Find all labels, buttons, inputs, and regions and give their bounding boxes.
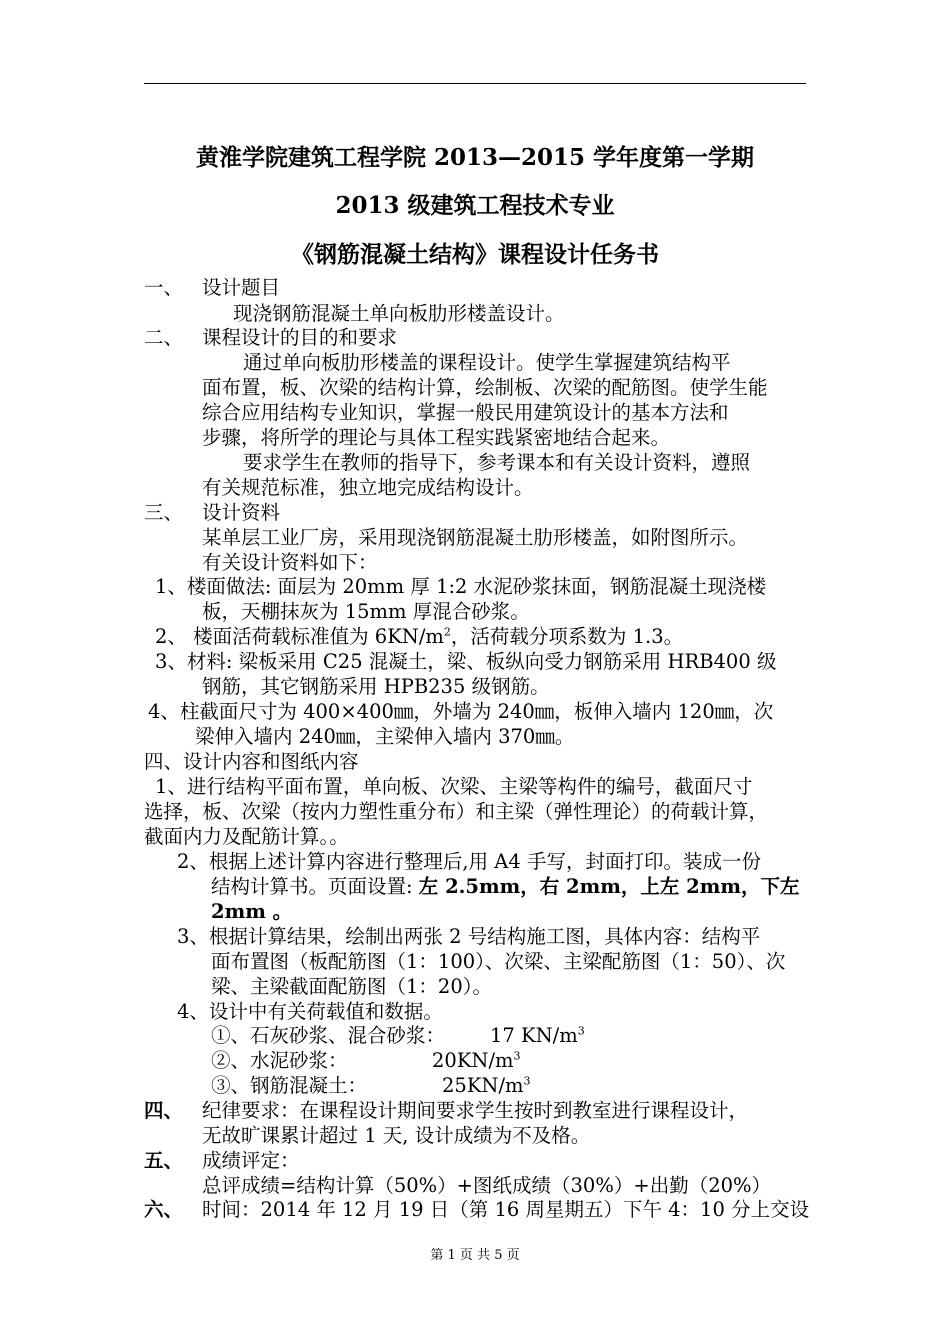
list-item: 2mm 。	[211, 900, 293, 923]
list-item: 3、根据计算结果，绘制出两张 2 号结构施工图，具体内容：结构平	[177, 925, 761, 948]
section-body: 现浇钢筋混凝土单向板肋形楼盖设计。	[233, 302, 565, 325]
load-value: $20KN/m^3$	[432, 1049, 521, 1072]
paragraph-line: 纪律要求：在课程设计期间要求学生按时到教室进行课程设计，	[202, 1099, 749, 1122]
paragraph-line: 某单层工业厂房，采用现浇钢筋混凝土肋形楼盖，如附图所示。	[202, 526, 749, 549]
load-name: ②、水泥砂浆：	[211, 1049, 348, 1072]
section-number: 三、	[144, 501, 184, 524]
paragraph-line: 有关规范标准，独立地完成结构设计。	[202, 476, 534, 499]
list-item: 1、楼面做法: 面层为 20mm 厚 1:2 水泥砂浆抹面，钢筋混凝土现浇楼	[155, 575, 767, 598]
list-item: 钢筋，其它钢筋采用 HPB235 级钢筋。	[202, 675, 550, 698]
list-item: 4、柱截面尺寸为 400×400㎜，外墙为 240㎜，板伸入墙内 120㎜，次	[148, 700, 774, 723]
section-number: 四、	[144, 1099, 184, 1122]
list-item: 截面内力及配筋计算。。	[144, 825, 349, 848]
list-item: 2、 楼面活荷载标准值为 $6KN/m^2$，活荷载分项系数为 1.3。	[155, 625, 684, 648]
paragraph-line: 无故旷课累计超过 1 天, 设计成绩为不及格。	[202, 1124, 591, 1147]
header-rule	[144, 83, 806, 84]
load-value: 17 $KN/m^3$	[490, 1024, 585, 1047]
load-name: ③、钢筋混凝土：	[211, 1074, 368, 1097]
paragraph-line: 要求学生在教师的指导下，参考课本和有关设计资料，遵照	[243, 451, 751, 474]
section-number: 一、	[144, 276, 184, 299]
doc-title-line1: 黄淮学院建筑工程学院 2013—2015 学年度第一学期	[195, 144, 755, 171]
section-number: 六、	[144, 1198, 184, 1221]
list-item: 选择，板、次梁（按内力塑性重分布）和主梁（弹性理论）的荷载计算，	[144, 800, 769, 823]
section-heading: 成绩评定：	[202, 1149, 300, 1172]
paragraph-line: 面布置，板、次梁的结构计算，绘制板、次梁的配筋图。使学生能	[202, 376, 768, 399]
list-item: 2、根据上述计算内容进行整理后,用 A4 手写，封面打印。装成一份	[177, 850, 761, 873]
list-item: 1、进行结构平面布置，单向板、次梁、主梁等构件的编号，截面尺寸	[155, 775, 753, 798]
paragraph-line: 通过单向板肋形楼盖的课程设计。使学生掌握建筑结构平	[243, 351, 731, 374]
list-item: 梁伸入墙内 240㎜，主梁伸入墙内 370㎜。	[195, 725, 575, 748]
load-value: $25KN/m^3$	[442, 1074, 531, 1097]
section-heading: 课程设计的目的和要求	[202, 326, 398, 349]
list-item: 面布置图（板配筋图（1：100）、次梁、主梁配筋图（1：50）、次	[211, 950, 786, 973]
list-item: 梁、主梁截面配筋图（1：20）。	[211, 975, 492, 998]
load-name: ①、石灰砂浆、混合砂浆：	[211, 1024, 446, 1047]
paragraph-line: 时间：2014 年 12 月 19 日（第 16 周星期五）下午 4：10 分上交设	[202, 1198, 810, 1221]
paragraph-line: 有关设计资料如下：	[202, 551, 378, 574]
section-heading: 设计题目	[202, 276, 281, 299]
section-heading: 四、设计内容和图纸内容	[144, 750, 359, 773]
doc-title-line3: 《钢筋混凝土结构》课程设计任务书	[291, 241, 659, 268]
grading-formula: 总评成绩=结构计算（50%）+图纸成绩（30%）+出勤（20%）	[202, 1174, 772, 1197]
section-number: 二、	[144, 326, 184, 349]
doc-title-line2: 2013 级建筑工程技术专业	[335, 192, 615, 219]
page-footer: 第 1 页 共 5 页	[430, 1248, 520, 1263]
list-item: 3、材料: 梁板采用 C25 混凝土，梁、板纵向受力钢筋采用 HRB400 级	[155, 650, 777, 673]
paragraph-line: 综合应用结构专业知识，掌握一般民用建筑设计的基本方法和	[202, 401, 729, 424]
paragraph-line: 步骤，将所学的理论与具体工程实践紧密地结合起来。	[202, 426, 671, 449]
list-item: 结构计算书。页面设置: 左 2.5mm，右 2mm，上左 2mm，下左	[211, 875, 800, 898]
list-item: 4、设计中有关荷载值和数据。	[177, 1000, 443, 1023]
list-item: 板，天棚抹灰为 15mm 厚混合砂浆。	[202, 600, 530, 623]
section-heading: 设计资料	[202, 501, 281, 524]
section-number: 五、	[144, 1149, 184, 1172]
